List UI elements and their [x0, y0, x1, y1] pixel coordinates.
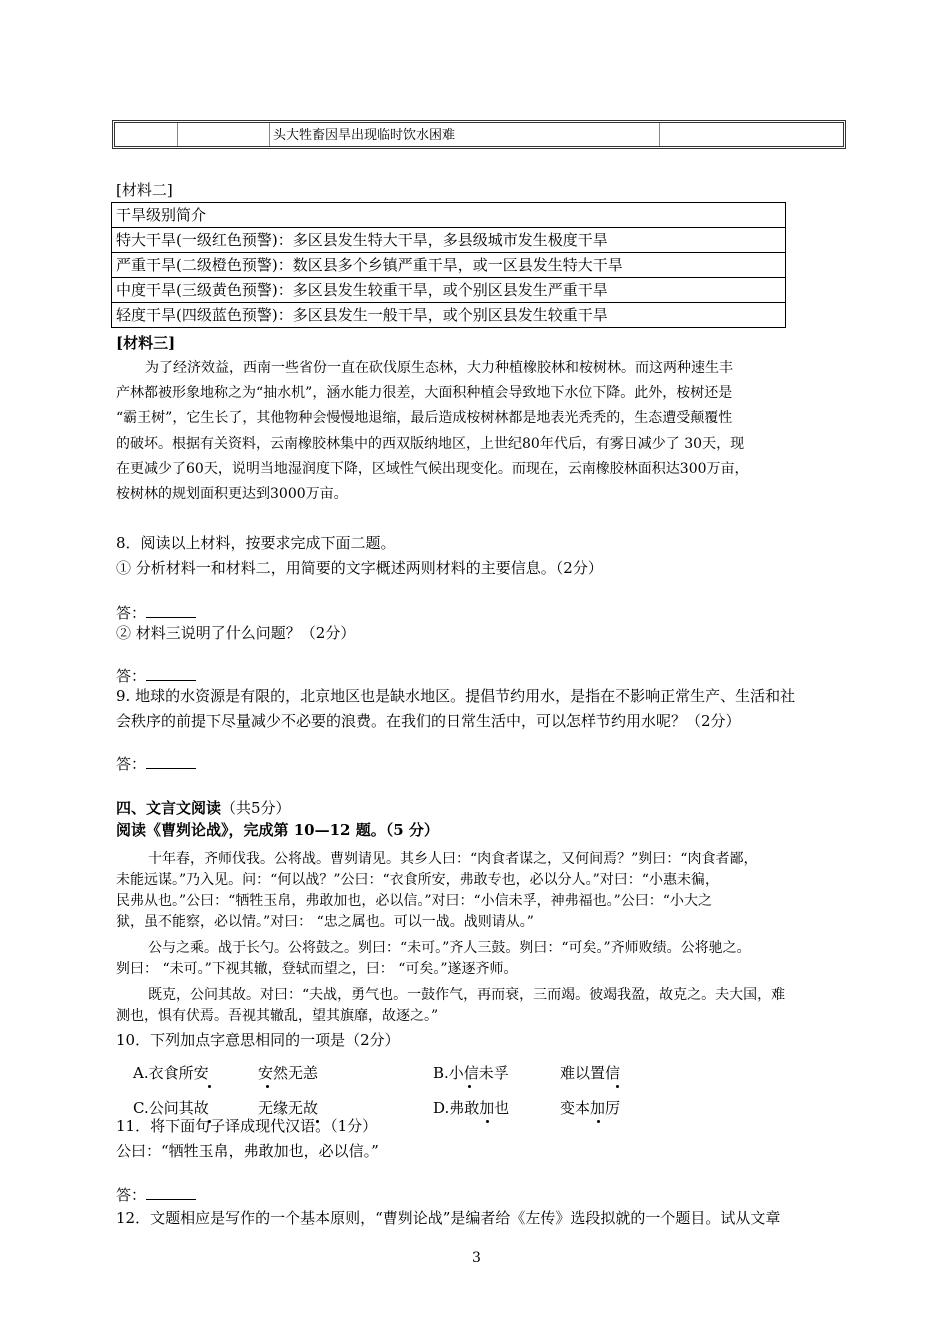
passage-line: 狱，虽不能察，必以情。”对曰： “忠之属也。可以一战。战则请从。” — [116, 914, 534, 930]
answer-blank[interactable] — [146, 1185, 196, 1200]
question-9-line: 会秩序的前提下尽量减少不必要的浪费。在我们的日常生活中，可以怎样节约用水呢？（2分） — [116, 712, 741, 730]
table-divider — [177, 123, 178, 146]
answer-label: 答： — [116, 755, 147, 773]
emphasis-dot — [597, 1120, 600, 1123]
question-11-quote: 公曰：“牺牲玉帛，弗敢加也，必以信。” — [116, 1142, 379, 1160]
material3-line: 的破坏。根据有关资料，云南橡胶林集中的西双版纳地区，上世纪80年代后，有雾日减少了 30天，现 — [116, 436, 745, 452]
option-b-word: B.小信未孚 — [433, 1064, 509, 1082]
drought-level-table — [111, 202, 786, 328]
table-divider — [659, 123, 660, 146]
answer-blank[interactable] — [146, 754, 196, 769]
answer-label: 答： — [116, 1186, 147, 1204]
material3-label: [材料三] — [116, 334, 176, 352]
table-divider — [269, 123, 270, 146]
table-row: 严重干旱(二级橙色预警)：数区县多个乡镇严重干旱，或一区县发生特大干旱 — [112, 253, 786, 278]
emphasis-dot — [208, 1085, 211, 1088]
question-11-stem: 11．将下面句子译成现代汉语。（1分） — [116, 1117, 378, 1135]
answer-line — [116, 1185, 196, 1205]
passage-line: 测也，惧有伏焉。吾视其辙乱，望其旗靡，故逐之。” — [116, 1008, 439, 1024]
section-instruction: 阅读《曹刿论战》，完成第 10—12 题。（5 分） — [116, 821, 439, 839]
material3-line: 为了经济效益，西南一些省份一直在砍伐原生态林，大力种植橡胶林和桉树林。而这两种速生丰 — [145, 360, 733, 376]
option-d-word: D.弗敢加也 — [433, 1099, 510, 1117]
material2-label: [材料二] — [116, 181, 173, 199]
table-row: 中度干旱(三级黄色预警)：多区县发生较重干旱，或个别区县发生严重干旱 — [112, 278, 786, 303]
answer-line — [116, 666, 196, 686]
passage-line: 未能远谋。”乃入见。问：“何以战？”公曰：“衣食所安，弗敢专也，必以分人。”对曰：“小惠未徧， — [116, 872, 719, 888]
table-row: 特大干旱(一级红色预警)：多区县发生特大干旱，多县级城市发生极度干旱 — [112, 228, 786, 253]
section-4-heading — [116, 798, 291, 818]
option-a-word: A.衣食所安 — [133, 1064, 209, 1082]
option-a-compare: 安然无恙 — [258, 1064, 319, 1082]
question-12-line: 12．文题相应是写作的一个基本原则，“曹刿论战”是编者给《左传》选段拟就的一个题目。试从文章 — [116, 1209, 781, 1227]
option-d-compare: 变本加厉 — [560, 1099, 621, 1117]
option-c-word: C.公问其故 — [133, 1099, 209, 1117]
section-heading: 四、文言文阅读 — [116, 799, 222, 817]
answer-blank[interactable] — [146, 603, 196, 618]
question-8-sub1: ① 分析材料一和材料二，用简要的文字概述两则材料的主要信息。（2分） — [116, 559, 603, 577]
option-b-compare: 难以置信 — [560, 1064, 621, 1082]
emphasis-dot — [616, 1085, 619, 1088]
answer-blank[interactable] — [146, 666, 196, 681]
section-score: （共5分） — [221, 799, 291, 817]
answer-line — [116, 754, 196, 774]
passage-line: 刿曰： “未可。”下视其辙，登轼而望之，曰： “可矣。”遂逐齐师。 — [116, 961, 518, 977]
table-row: 干旱级别简介 — [112, 203, 786, 228]
top-table — [112, 120, 846, 149]
passage-line: 既克，公问其故。对曰：“夫战，勇气也。一鼓作气，再而衰，三而竭。彼竭我盈，故克之。夫大国，难 — [148, 987, 786, 1003]
answer-line — [116, 603, 196, 623]
passage-line: 民弗从也。”公曰：“牺牲玉帛，弗敢加也，必以信。”对曰：“小信未孚，神弗福也。”公曰：“小大之 — [116, 893, 712, 909]
passage-line: 十年春，齐师伐我。公将战。曹刿请见。其乡人曰：“肉食者谋之，又何间焉？”刿曰：“肉食者鄙， — [148, 851, 758, 867]
question-10-stem: 10．下列加点字意思相同的一项是（2分） — [116, 1031, 400, 1049]
table-row: 轻度干旱(四级蓝色预警)：多区县发生一般干旱，或个别区县发生较重干旱 — [112, 303, 786, 328]
emphasis-dot — [486, 1120, 489, 1123]
material3-line: “霸王树”，它生长了，其他物种会慢慢地退缩，最后造成桉树林都是地表光秃秃的，生态遭受颠覆性 — [116, 410, 733, 426]
material3-line: 桉树林的规划面积更达到3000万亩。 — [116, 486, 348, 502]
table-cell: 头大牲畜因旱出现临时饮水困难 — [273, 128, 456, 143]
answer-label: 答： — [116, 604, 147, 622]
material3-line: 产林都被形象地称之为“抽水机”，涵水能力很差，大面积种植会导致地下水位下降。此外，桉树还是 — [116, 385, 733, 401]
emphasis-dot — [266, 1085, 269, 1088]
page-number: 3 — [472, 1250, 481, 1266]
question-9-line: 9. 地球的水资源是有限的，北京地区也是缺水地区。提倡节约用水，是指在不影响正常生产、生活和社 — [116, 687, 796, 705]
option-c-compare: 无缘无故 — [258, 1099, 319, 1117]
material3-line: 在更减少了60天，说明当地湿润度下降，区域性气候出现变化。而现在，云南橡胶林面积达300万亩， — [116, 461, 749, 477]
question-8-sub2: ② 材料三说明了什么问题？（2分） — [116, 624, 356, 642]
question-8-stem: 8．阅读以上材料，按要求完成下面二题。 — [116, 534, 396, 552]
passage-line: 公与之乘。战于长勺。公将鼓之。刿曰：“未可。”齐人三鼓。刿曰：“可矣。”齐师败绩。公将驰之。 — [148, 940, 751, 956]
emphasis-dot — [468, 1085, 471, 1088]
answer-label: 答： — [116, 667, 147, 685]
